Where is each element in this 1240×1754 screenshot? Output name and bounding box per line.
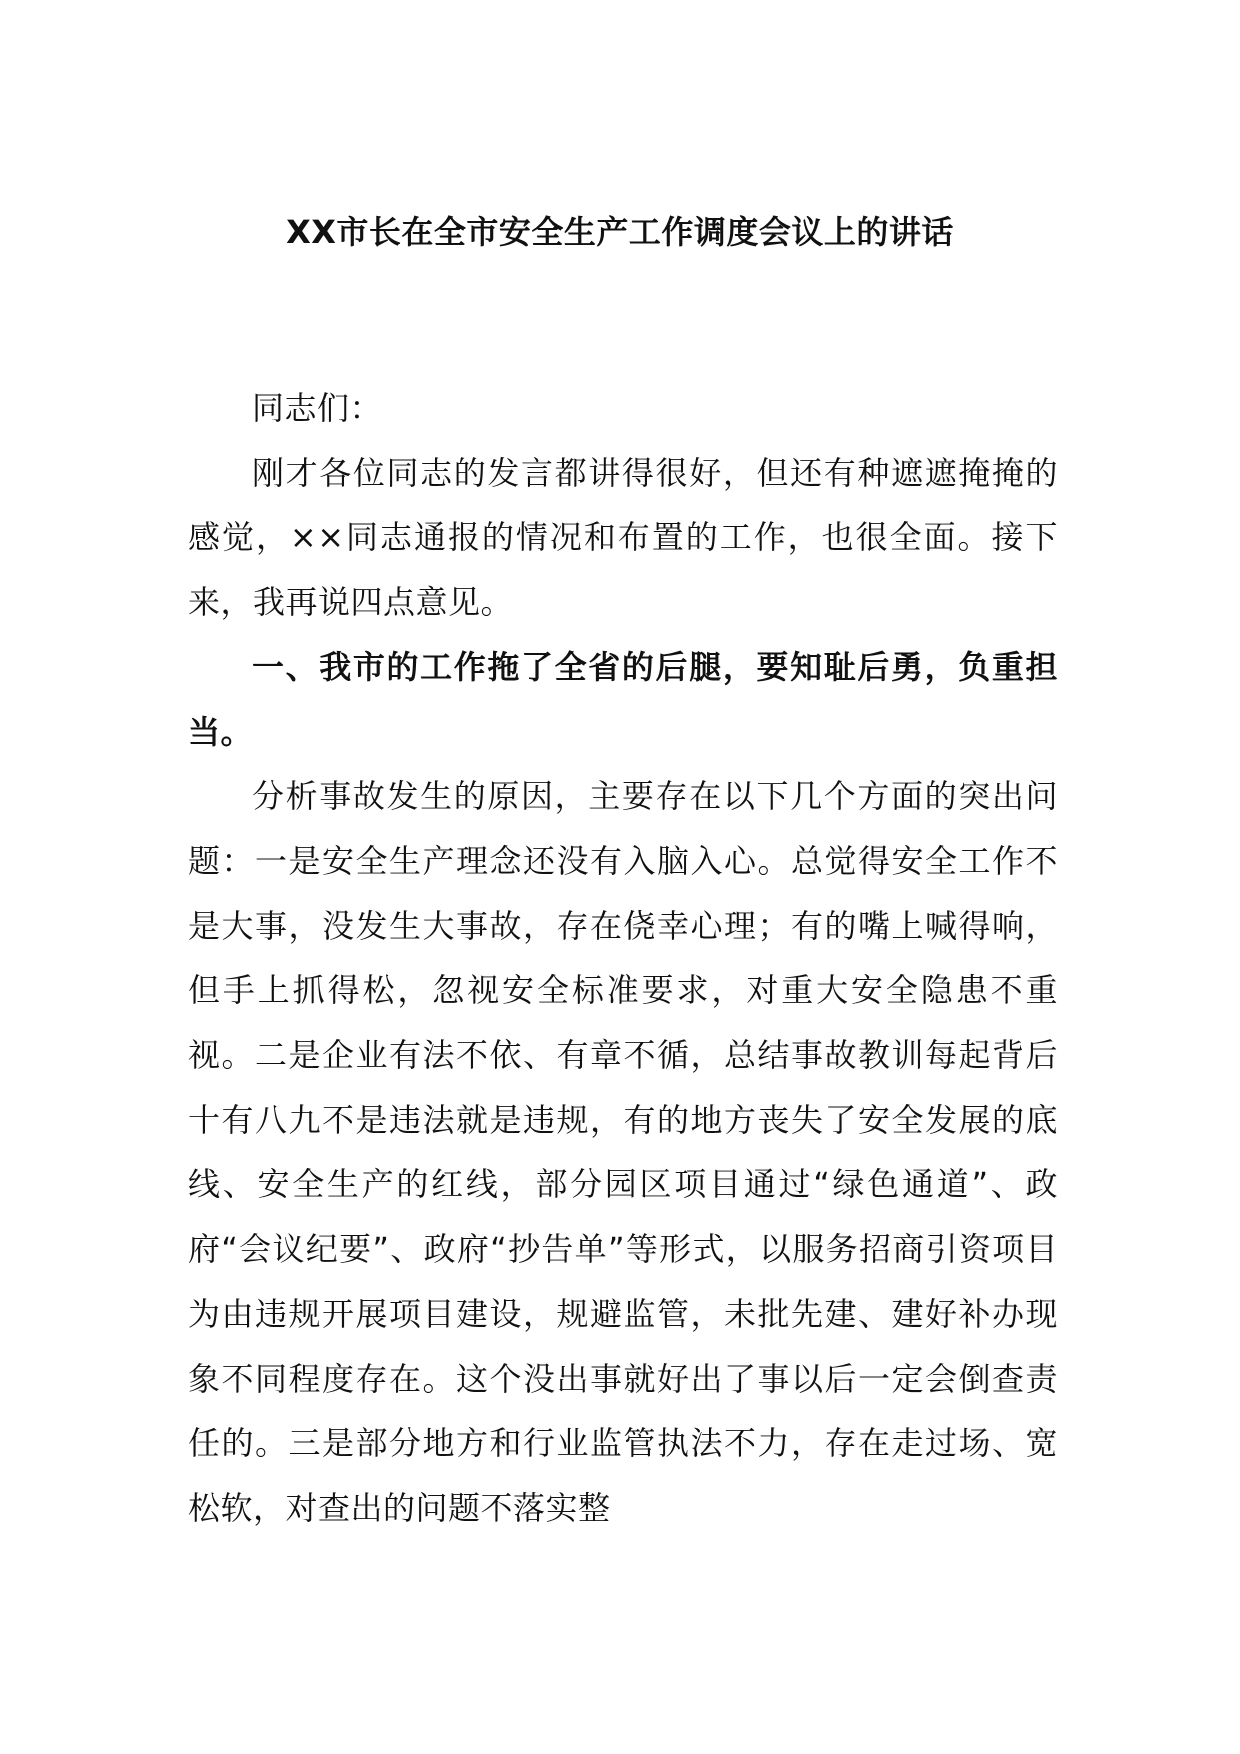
section-heading-1: 一、我市的工作拖了全省的后腿，要知耻后勇，负重担当。 xyxy=(188,647,1058,751)
salutation: 同志们： xyxy=(252,389,383,427)
paragraph-intro: 刚才各位同志的发言都讲得很好，但还有种遮遮掩掩的感觉，××同志通报的情况和布置的工作，也很全面。接下来，我再说四点意见。 xyxy=(188,453,1058,622)
document-body xyxy=(188,376,1058,1541)
document-title: XX市长在全市安全生产工作调度会议上的讲话 xyxy=(286,213,954,251)
paragraph-analysis: 分析事故发生的原因，主要存在以下几个方面的突出问题：一是安全生产理念还没有入脑入心。总觉得安全工作不是大事，没发生大事故，存在侥幸心理；有的嘴上喊得响，但手上抓得松，忽视安全标准要求，对重大安全隐患不重视。二是企业有法不依、有章不循，总结事故教训每起背后十有八九不是违法就是违规，有的地方丧失了安全发展的底线、安全生产的红线，部分园区项目通过“绿色通道”、政府“会议纪要”、政府“抄告单”等形式，以服务招商引资项目为由违规开展项目建设，规避监管，未批先建、建好补办现象不同程度存在。这个没出事就好出了事以后一定会倒查责任的。三是部分地方和行业监管执法不力，存在走过场、宽松软，对查出的问题不落实整 xyxy=(188,777,1058,1527)
